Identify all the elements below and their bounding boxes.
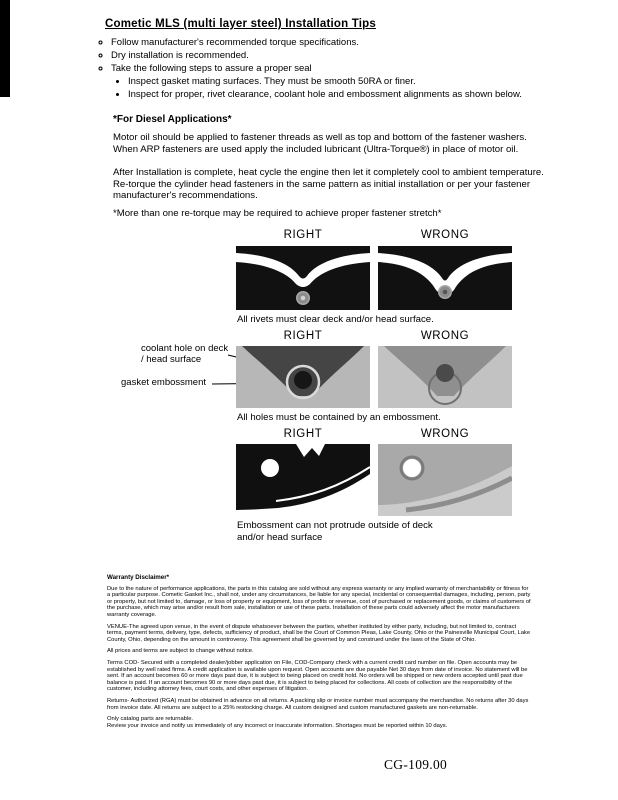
tips-sublist bbox=[111, 75, 546, 101]
warranty-paragraph: Review your invoice and notify us immediately of any incorrect or inaccurate information. Shortages must be reported within 10 days. bbox=[107, 722, 448, 729]
warranty-paragraph: Returns- Authorized (RGA) must be obtained in advance on all returns. A packing slip or invoice number must accompany the merchandise. No returns after 30 days from invoice date. All returns are subject to a 25% restocking charge. All custom designed and custom manufactured gaskets are non-returnable. bbox=[107, 697, 529, 711]
right-label: RIGHT bbox=[283, 428, 323, 440]
callout-coolant-label: coolant hole on deck / head surface bbox=[141, 343, 229, 365]
diagram-rivet-wrong-image bbox=[378, 246, 512, 310]
warranty-heading: Warranty Disclaimer* bbox=[107, 574, 170, 581]
diagram-caption-rivets: All rivets must clear deck and/or head surface. bbox=[237, 314, 434, 325]
diagram-embossment-wrong-image bbox=[378, 444, 512, 516]
subtip-item: • Inspect for proper, rivet clearance, coolant hole and embossment alignments as shown below. bbox=[128, 88, 546, 101]
subtip-item: • Inspect gasket mating surfaces. They must be smooth 50RA or finer. bbox=[128, 75, 546, 88]
tip-text: Take the following steps to assure a proper seal bbox=[111, 63, 312, 74]
tip-item: ◦ Follow manufacturer's recommended torque specifications. bbox=[111, 36, 546, 49]
warranty-paragraph: All prices and terms are subject to change without notice. bbox=[107, 648, 254, 655]
tip-item bbox=[111, 62, 546, 101]
diesel-paragraph-oil: Motor oil should be applied to fastener threads as well as top and bottom of the fastener washers. When ARP fasteners are used apply the included lubricant (Ultra-Torque®) in place of motor oil. bbox=[113, 132, 527, 155]
retorque-note: *More than one re-torque may be required to achieve proper fastener stretch* bbox=[113, 208, 442, 219]
diesel-applications-heading: *For Diesel Applications* bbox=[113, 114, 232, 125]
page-title: Cometic MLS (multi layer steel) Installation Tips bbox=[105, 18, 376, 30]
tips-list bbox=[101, 36, 546, 101]
callout-embossment-label: gasket embossment bbox=[121, 377, 207, 388]
diagram-caption-holes: All holes must be contained by an embossment. bbox=[237, 412, 441, 423]
diagram-caption-embossment: Embossment can not protrude outside of deck and/or head surface bbox=[237, 520, 433, 543]
warranty-paragraph: VENUE-The agreed upon venue, in the event of dispute whatsoever between the parties, whether instituted by either party, including, but not limited to, contract terms, payment terms, delivery, type, defects, sufficiency of product, shall be the Court of Common Pleas, Lake County, Ohio or the Painesville Municipal Court, Lake County, Ohio, depending on the amount in controversy. This agreement shall be governed by and construed under the laws of the State of Ohio. bbox=[107, 623, 531, 643]
warranty-section bbox=[107, 575, 531, 734]
diagram-holes-wrong-image bbox=[378, 346, 512, 408]
warranty-paragraph: Terms COD- Secured with a completed dealer/jobber application on File, COD-Company check with a current credit card number on file. Open accounts may be established by well rated firms. A credit application is available upon request. Open accounts are due payable Net 30 days from date of invoice. No statement will be sent. If an account becomes 60 or more days past due, it is subject to being placed on credit hold. No orders will be shipped or new orders accepted until past due balance is paid. If an account becomes 90 or more days past due, it is subject to being placed for collections. All costs of collection are the responsibility of the customer, including attorney fees, court costs, and other expenses of litigation. bbox=[107, 659, 528, 693]
diagram-rivet-right-image bbox=[236, 246, 370, 310]
wrong-label: WRONG bbox=[420, 330, 470, 342]
diesel-paragraph-retorque: After Installation is complete, heat cycle the engine then let it completely cool to ambient temperature. Re-torque the cylinder head fasteners in the same pattern as initial installation or per your fastener manufacturer's recommendations. bbox=[113, 167, 544, 202]
diagram-embossment-right-image bbox=[236, 444, 370, 516]
tip-item: ◦ Dry installation is recommended. bbox=[111, 49, 546, 62]
wrong-label: WRONG bbox=[420, 229, 470, 241]
document-code: CG-109.00 bbox=[384, 757, 448, 772]
warranty-paragraph: Due to the nature of performance applications, the parts in this catalog are sold without any express warranty or any implied warranty of merchantability or fitness for a particular purpose. Cometic Gasket Inc., shall not, under any circumstances, be liable for any special, incidental or consequential damages, including, person, party or property, but not limited to, damage, or loss of property or equipment, loss of profits or revenue, cost of purchased or replacement goods, or claims of customers of the purchase, which may arise and/or result from sale, installation or use of these parts. Installation of these parts could adversely affect the motor manufacturers warranty coverage. bbox=[107, 585, 531, 618]
diagram-holes-right-image bbox=[236, 346, 370, 408]
right-label: RIGHT bbox=[283, 330, 323, 342]
wrong-label: WRONG bbox=[420, 428, 470, 440]
scan-edge-mark bbox=[0, 0, 10, 97]
right-label: RIGHT bbox=[283, 229, 323, 241]
warranty-paragraph: Only catalog parts are returnable. bbox=[107, 716, 194, 723]
